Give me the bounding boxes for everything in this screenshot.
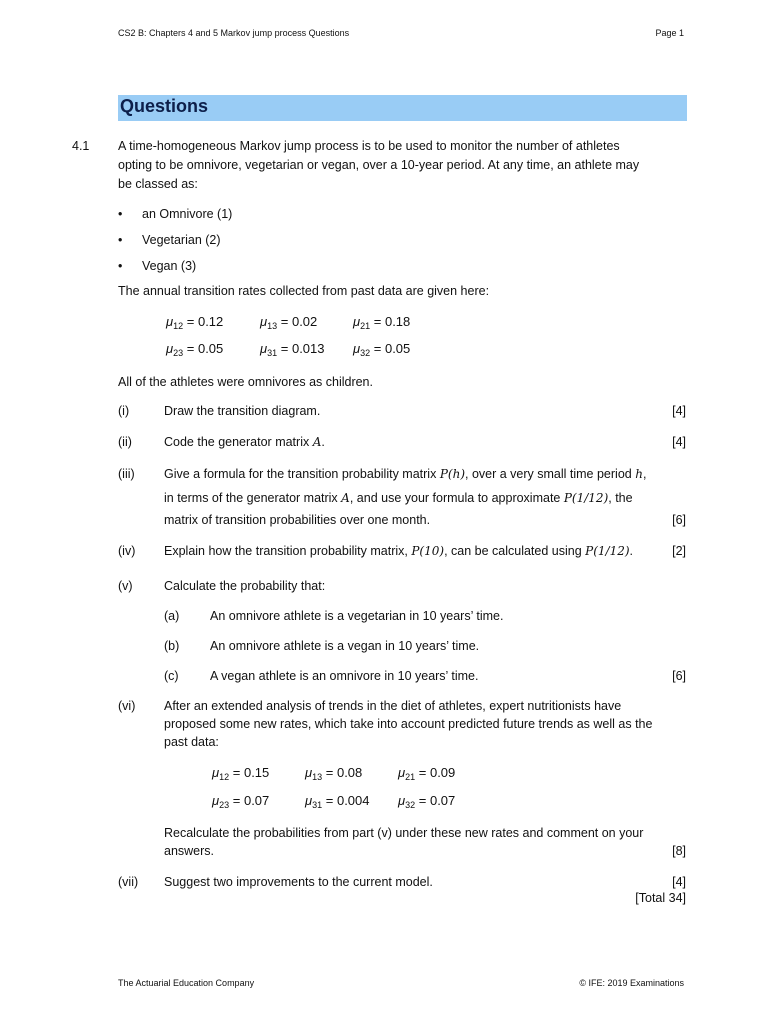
new-rate-mu13: $\mu_{13} = 0.08$: [305, 765, 363, 782]
part-vi-recalc-line-1: Recalculate the probabilities from part (v) under these new rates and comment on your: [164, 826, 644, 840]
question-intro-line-2: opting to be omnivore, vegetarian or vegan, over a 10-year period. At any time, an athlete may: [118, 158, 640, 172]
part-vi-line-1: After an extended analysis of trends in the diet of athletes, expert nutritionists have: [164, 699, 622, 713]
rate-mu12: $\mu_{12} = 0.12$: [166, 314, 224, 331]
part-iv-mark: [2]: [672, 544, 686, 558]
rate-mu32: $\mu_{32} = 0.05$: [353, 341, 411, 358]
part-iii-line-3: matrix of transition probabilities over one month.: [164, 513, 431, 527]
part-vii-text: Suggest two improvements to the current model.: [164, 875, 433, 889]
part-v-b-text: An omnivore athlete is a vegan in 10 years’ time.: [210, 639, 480, 653]
part-iii-line-2: in terms of the generator matrix A, and use your formula to approximate P(1/12), the: [164, 491, 633, 505]
part-v-mark: [6]: [672, 669, 686, 683]
section-title: Questions: [120, 96, 209, 116]
bullet-vegan: Vegan (3): [142, 259, 197, 273]
running-header-title: CS2 B: Chapters 4 and 5 Markov jump process Questions: [118, 28, 350, 38]
rate-mu31: $\mu_{31} = 0.013$: [260, 341, 325, 358]
bullet-omnivore: an Omnivore (1): [142, 207, 233, 221]
rate-mu21: $\mu_{21} = 0.18$: [353, 314, 411, 331]
question-intro-line-1: A time-homogeneous Markov jump process is to be used to monitor the number of athletes: [118, 139, 620, 153]
part-v-c-label: (c): [164, 669, 179, 683]
part-v-label: (v): [118, 579, 133, 593]
part-i-text: Draw the transition diagram.: [164, 404, 321, 418]
bullet-dot: •: [118, 207, 123, 221]
bullet-dot: •: [118, 259, 123, 273]
part-vi-label: (vi): [118, 699, 136, 713]
question-intro-line-3: be classed as:: [118, 177, 198, 191]
new-rate-mu32: $\mu_{32} = 0.07$: [398, 793, 456, 810]
rate-mu13: $\mu_{13} = 0.02$: [260, 314, 318, 331]
footer-copyright: © IFE: 2019 Examinations: [579, 978, 684, 988]
part-vii-label: (vii): [118, 875, 139, 889]
new-rate-mu23: $\mu_{23} = 0.07$: [212, 793, 270, 810]
rate-mu23: $\mu_{23} = 0.05$: [166, 341, 224, 358]
footer-company: The Actuarial Education Company: [118, 978, 255, 988]
children-note: All of the athletes were omnivores as children.: [118, 375, 373, 389]
new-rate-mu31: $\mu_{31} = 0.004$: [305, 793, 370, 810]
part-iii-mark: [6]: [672, 513, 686, 527]
rates-intro: The annual transition rates collected from past data are given here:: [118, 284, 490, 298]
part-v-a-text: An omnivore athlete is a vegetarian in 10 years’ time.: [210, 609, 504, 623]
page-number: Page 1: [655, 28, 684, 38]
part-v-a-label: (a): [164, 609, 180, 623]
part-iv-text: Explain how the transition probability matrix, P(10), can be calculated using P(1/12).: [164, 544, 634, 558]
part-iii-label: (iii): [118, 467, 135, 481]
part-vi-line-2: proposed some new rates, which take into account predicted future trends as well as the: [164, 717, 653, 731]
part-vi-line-3: past data:: [164, 735, 219, 749]
new-rate-mu21: $\mu_{21} = 0.09$: [398, 765, 456, 782]
part-iv-label: (iv): [118, 544, 136, 558]
part-v-c-text: A vegan athlete is an omnivore in 10 years’ time.: [210, 669, 479, 683]
part-i-mark: [4]: [672, 404, 686, 418]
new-rate-mu12: $\mu_{12} = 0.15$: [212, 765, 270, 782]
part-vi-recalc-line-2: answers.: [164, 844, 215, 858]
part-ii-label: (ii): [118, 435, 132, 449]
part-vi-mark: [8]: [672, 844, 686, 858]
section-title-bar: [118, 95, 687, 121]
part-v-b-label: (b): [164, 639, 180, 653]
question-total: [Total 34]: [635, 891, 686, 905]
part-vii-mark: [4]: [672, 875, 686, 889]
part-ii-mark: [4]: [672, 435, 686, 449]
bullet-vegetarian: Vegetarian (2): [142, 233, 221, 247]
bullet-dot: •: [118, 233, 123, 247]
part-i-label: (i): [118, 404, 130, 418]
part-iii-line-1: Give a formula for the transition probability matrix P(h), over a very small time period h,: [164, 467, 647, 481]
part-v-text: Calculate the probability that:: [164, 579, 326, 593]
question-number: 4.1: [72, 139, 90, 153]
part-ii-text: Code the generator matrix A.: [164, 435, 325, 449]
